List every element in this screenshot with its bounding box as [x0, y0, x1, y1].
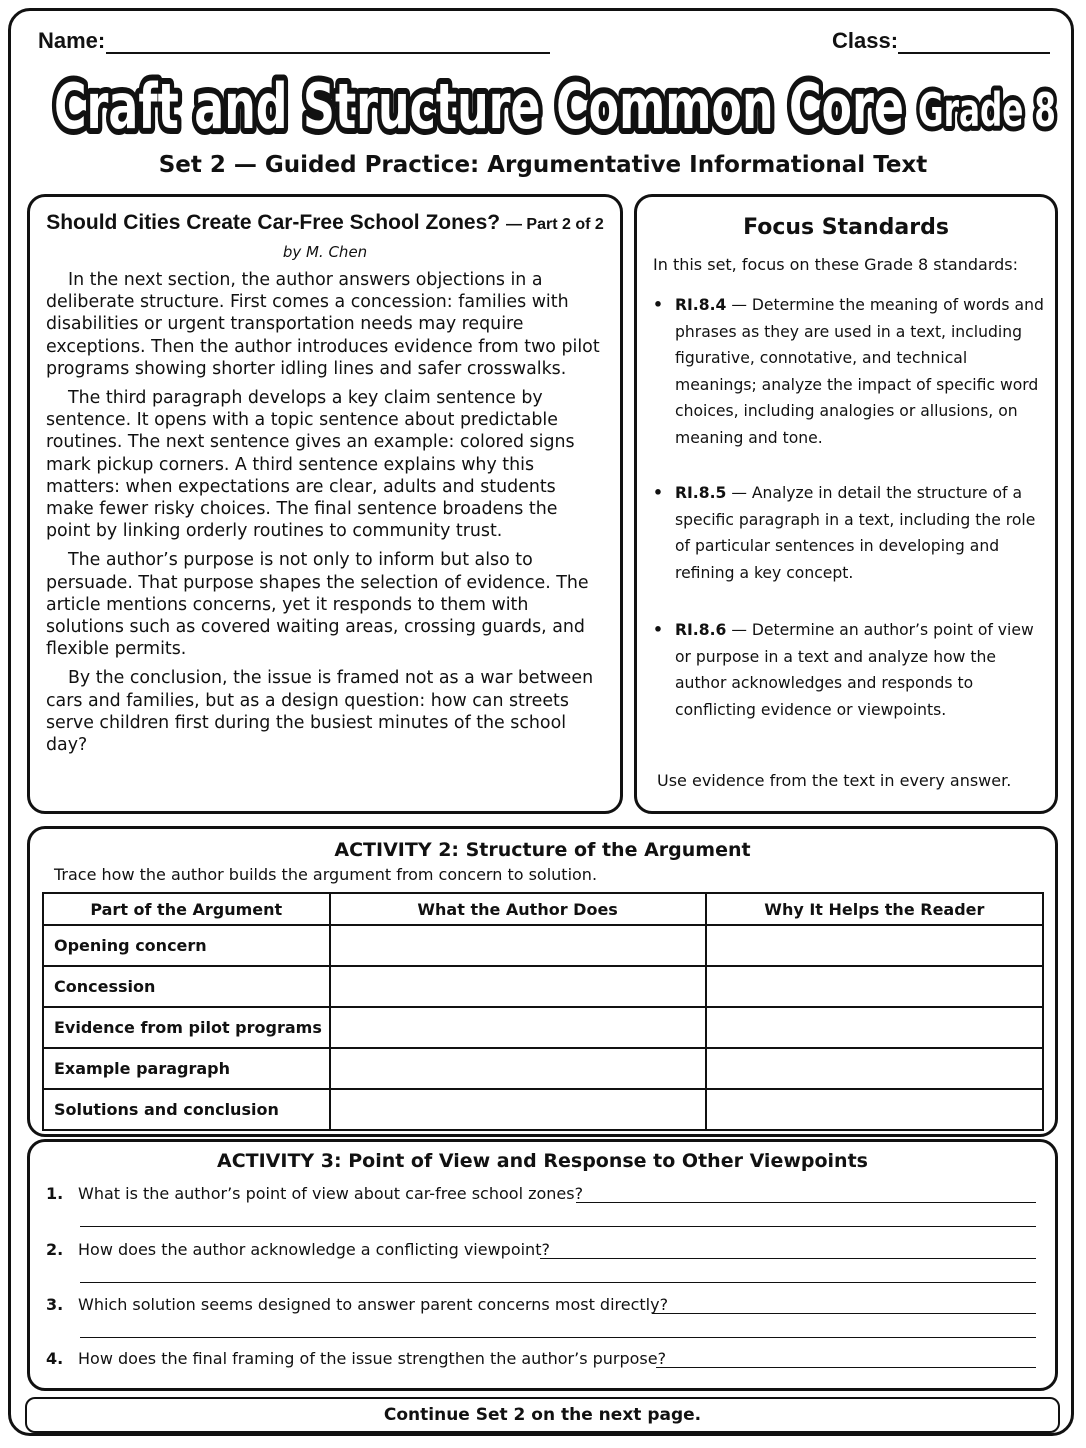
focus-standards-box	[634, 194, 1058, 814]
set-subtitle: Set 2 — Guided Practice: Argumentative Informational Text	[158, 152, 928, 178]
bullet-icon: •	[653, 621, 663, 639]
focus-title: Focus Standards	[743, 215, 949, 240]
activity3-title: ACTIVITY 3: Point of View and Response to Other Viewpoints	[217, 1150, 868, 1172]
article-part: — Part 2 of 2	[505, 216, 604, 233]
activity2-title: ACTIVITY 2: Structure of the Argument	[334, 839, 751, 861]
row-label: Opening concern	[43, 925, 330, 966]
article-paragraph: In the next section, the author answers objections in a deliberate structure. First comes a concession: families with disabilities or urgent transportation needs may require exceptions. Then the author introduces evidence from two pilot programs showing shorter idling lines and safer crosswalks.	[46, 270, 600, 379]
question-text: Which solution seems designed to answer parent concerns most directly?	[78, 1295, 669, 1314]
bullet-icon: •	[653, 296, 663, 314]
class-label: Class:	[832, 28, 899, 53]
answer-cell[interactable]	[330, 1089, 706, 1130]
answer-cell[interactable]	[706, 1089, 1043, 1130]
article-paragraph: The author’s purpose is not only to inform but also to persuade. That purpose shapes the selection of evidence. The article mentions concerns, yet it responds to them with solutions such as covered waiting areas, crossing guards, and flexible permits.	[46, 550, 589, 660]
activity2-instructions: Trace how the author builds the argument from concern to solution.	[54, 865, 598, 884]
article-box	[27, 194, 623, 814]
question-text: How does the final framing of the issue strengthen the author’s purpose?	[78, 1349, 667, 1368]
question-number: 1.	[46, 1184, 64, 1203]
answer-line[interactable]	[80, 1337, 1036, 1338]
answer-line[interactable]	[656, 1367, 1036, 1368]
argument-table	[42, 892, 1044, 1131]
activity2-box	[27, 826, 1058, 1137]
row-label: Solutions and conclusion	[43, 1089, 330, 1130]
answer-cell[interactable]	[706, 1007, 1043, 1048]
question-number: 2.	[46, 1240, 64, 1259]
question-text: What is the author’s point of view about car-free school zones?	[78, 1184, 584, 1203]
standard-code: RI.8.6	[675, 621, 727, 639]
answer-cell[interactable]	[330, 1007, 706, 1048]
continue-text: Continue Set 2 on the next page.	[383, 1405, 702, 1425]
row-label: Evidence from pilot programs	[43, 1007, 330, 1048]
question-number: 4.	[46, 1349, 64, 1368]
table-row	[43, 1007, 1043, 1048]
answer-line[interactable]	[540, 1258, 1036, 1259]
answer-line[interactable]	[576, 1202, 1036, 1203]
activity3-box	[27, 1139, 1058, 1391]
answer-cell[interactable]	[330, 1048, 706, 1089]
question-text: How does the author acknowledge a conflicting viewpoint?	[78, 1240, 550, 1259]
table-row	[43, 925, 1043, 966]
class-field[interactable]	[898, 30, 1050, 54]
standard-code: RI.8.5	[675, 484, 727, 502]
article-paragraph: The third paragraph develops a key claim sentence by sentence. It opens with a topic sentence about predictable routines. The next sentence gives an example: colored signs mark pickup corners. A third sentence explains why this matters: when expectations are clear, adults and students make fewer risky choices. The final sentence broadens the point by linking orderly routines to community trust.	[46, 388, 575, 542]
standard-item	[653, 480, 1045, 586]
focus-footer: Use evidence from the text in every answer.	[657, 771, 1012, 790]
article-byline: by M. Chen	[282, 243, 368, 261]
column-header: What the Author Does	[330, 893, 706, 925]
question-number: 3.	[46, 1295, 64, 1314]
standard-text: — Analyze in detail the structure of a specific paragraph in a text, including the role of particular sentences in developing and refining a key concept.	[675, 484, 1036, 582]
article-body	[46, 269, 602, 763]
answer-line[interactable]	[80, 1282, 1036, 1283]
worksheet-title	[50, 56, 1062, 148]
answer-line[interactable]	[80, 1226, 1036, 1227]
column-header: Why It Helps the Reader	[706, 893, 1043, 925]
article-paragraph: By the conclusion, the issue is framed not as a war between cars and families, but as a design question: how can streets serve children first during the busiest minutes of the school day?	[46, 668, 594, 756]
standard-text: — Determine an author’s point of view or purpose in a text and analyze how the author acknowledges and responds to conflicting evidence or viewpoints.	[675, 621, 1034, 719]
answer-cell[interactable]	[330, 925, 706, 966]
row-label: Example paragraph	[43, 1048, 330, 1089]
name-label: Name:	[38, 28, 106, 53]
continue-banner	[25, 1397, 1060, 1433]
answer-cell[interactable]	[706, 966, 1043, 1007]
grade-text: Grade 8	[918, 83, 1056, 137]
main-title-text: Craft and Structure Common Core	[54, 70, 904, 143]
table-row	[43, 1089, 1043, 1130]
main-title-outline: Craft and Structure Common Core	[54, 70, 904, 143]
answer-cell[interactable]	[330, 966, 706, 1007]
row-label: Concession	[43, 966, 330, 1007]
article-title	[30, 211, 620, 235]
standard-text: — Determine the meaning of words and phrases as they are used in a text, including figurative, connotative, and technical meanings; analyze the impact of specific word choices, including analogies or allusions, on meaning and tone.	[675, 296, 1044, 447]
answer-cell[interactable]	[706, 925, 1043, 966]
article-title-text: Should Cities Create Car-Free School Zones?	[46, 211, 501, 234]
table-row	[43, 1048, 1043, 1089]
name-field[interactable]	[106, 30, 550, 54]
standard-code: RI.8.4	[675, 296, 727, 314]
answer-cell[interactable]	[706, 1048, 1043, 1089]
table-row	[43, 966, 1043, 1007]
standard-item	[653, 292, 1045, 451]
grade-outline: Grade 8	[918, 83, 1056, 137]
column-header: Part of the Argument	[43, 893, 330, 925]
answer-line[interactable]	[652, 1313, 1036, 1314]
bullet-icon: •	[653, 484, 663, 502]
standard-item	[653, 617, 1045, 723]
table-header-row	[43, 893, 1043, 925]
focus-intro: In this set, focus on these Grade 8 standards:	[653, 255, 1018, 274]
